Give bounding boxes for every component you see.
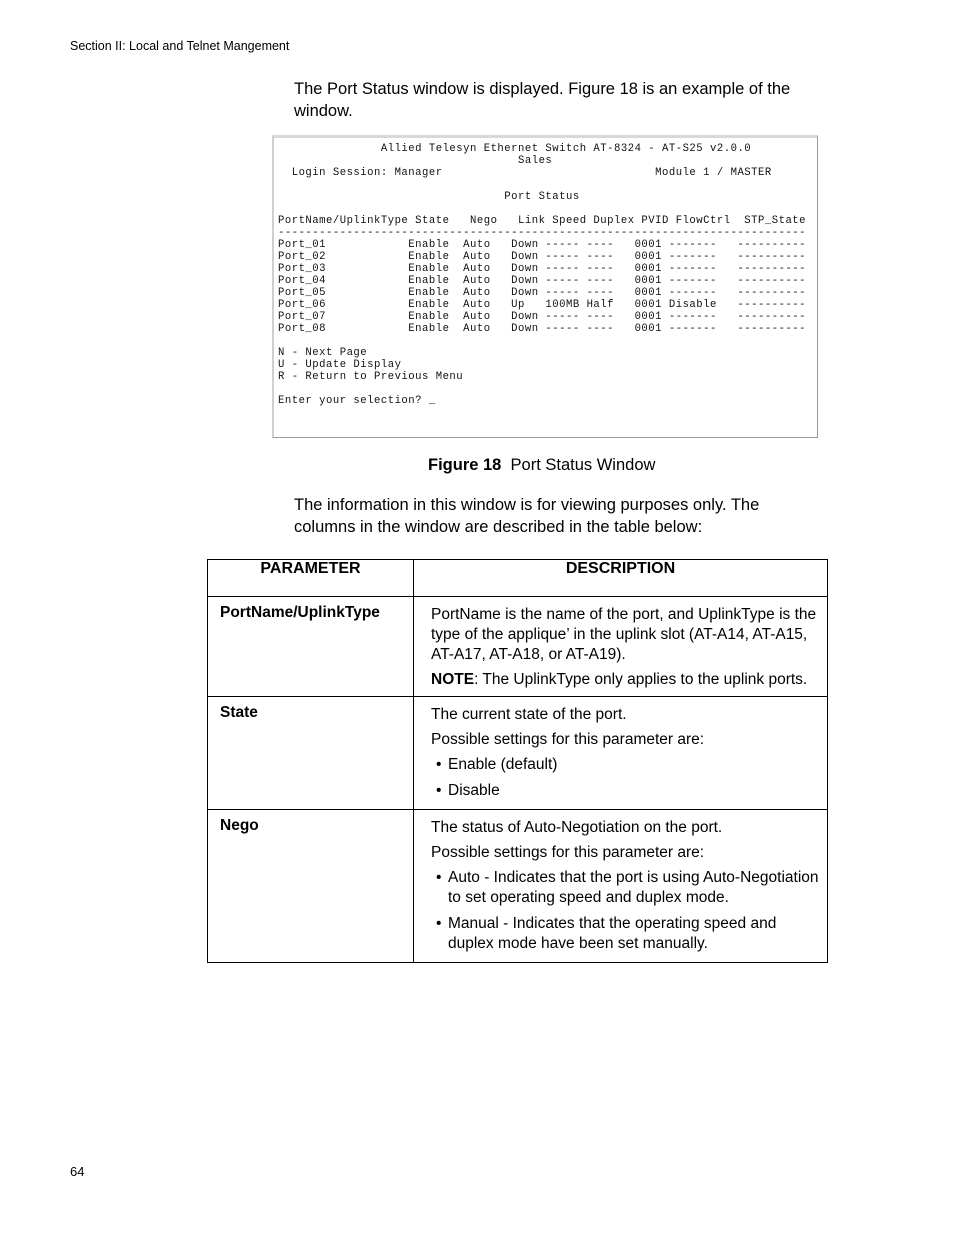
description-cell xyxy=(414,697,828,810)
figure-label: Figure 18 xyxy=(428,456,502,474)
description-cell xyxy=(414,597,828,697)
intro-paragraph: The Port Status window is displayed. Figure 18 is an example of the window. xyxy=(294,80,791,120)
description-cell xyxy=(414,810,828,963)
description-header: DESCRIPTION xyxy=(414,560,828,597)
bullet-text: Manual - Indicates that the operating speed and duplex mode have been set manually. xyxy=(448,915,777,952)
description-paragraph: The information in this window is for viewing purposes only. The columns in the window are described in the table below: xyxy=(294,496,760,536)
table-row xyxy=(208,697,828,810)
description-text: PortName is the name of the port, and UplinkType is the type of the applique’ in the uplink slot (AT-A14, AT-A15, AT-A17, AT-A18, or AT-A19). xyxy=(431,606,817,663)
settings-intro-text: Possible settings for this parameter are: xyxy=(431,731,705,748)
bullet-item xyxy=(436,914,825,954)
description-text: The current state of the port. xyxy=(431,706,627,723)
table-row xyxy=(208,597,828,697)
parameter-table xyxy=(207,559,828,963)
bullet-item xyxy=(436,755,825,775)
note-body: : The UplinkType only applies to the uplink ports. xyxy=(474,671,808,688)
port-status-terminal-figure xyxy=(272,135,818,438)
figure-title: Port Status Window xyxy=(510,456,656,474)
bullet-icon: • xyxy=(436,782,442,799)
figure-caption xyxy=(428,456,655,475)
terminal-screen-text: Allied Telesyn Ethernet Switch AT-8324 - AT-S25 v2.0.0 Sales Login Session: Manager Module 1 / MASTER Port Status PortName/UplinkType State Nego Link Speed Duplex PVID FlowCtrl STP_State ----------------------------------------------------------------------------- Port_01 Enable Auto Down ----- ---- 0001 ------- ---------- Port_02 Enable Auto Down ----- ---- 0001 ------- ---------- Port_03 Enable Auto Down ----- ---- 0001 ------- ---------- Port_04 Enable Auto Down ----- ---- 0001 ------- ---------- Port_05 Enable Auto Down ----- ---- 0001 ------- ---------- Port_06 Enable Auto Up 100MB Half 0001 Disable ---------- Port_07 Enable Auto Down ----- ---- 0001 ------- ---------- Port_08 Enable Auto Down ----- ---- 0001 ------- ---------- N - Next Page U - Update Display R - Return to Previous Menu Enter your selection? _ xyxy=(278,143,807,407)
note-text xyxy=(431,670,825,690)
running-head: Section II: Local and Telnet Mangement xyxy=(70,39,290,53)
bullet-icon: • xyxy=(436,915,442,932)
table-row xyxy=(208,810,828,963)
settings-intro-text: Possible settings for this parameter are: xyxy=(431,844,705,861)
bullet-icon: • xyxy=(436,869,442,886)
bullet-item xyxy=(436,868,825,908)
parameter-header: PARAMETER xyxy=(208,560,414,597)
bullet-item xyxy=(436,781,825,801)
table-header-row xyxy=(208,560,828,597)
parameter-cell: Nego xyxy=(208,810,414,963)
parameter-cell: PortName/UplinkType xyxy=(208,597,414,697)
page-number: 64 xyxy=(70,1164,85,1179)
parameter-cell: State xyxy=(208,697,414,810)
note-label: NOTE xyxy=(431,671,475,688)
description-text: The status of Auto-Negotiation on the port. xyxy=(431,819,723,836)
bullet-icon: • xyxy=(436,756,442,773)
bullet-text: Auto - Indicates that the port is using Auto-Negotiation to set operating speed and duplex mode. xyxy=(448,869,819,906)
bullet-text: Enable (default) xyxy=(448,756,558,773)
bullet-text: Disable xyxy=(448,782,500,799)
